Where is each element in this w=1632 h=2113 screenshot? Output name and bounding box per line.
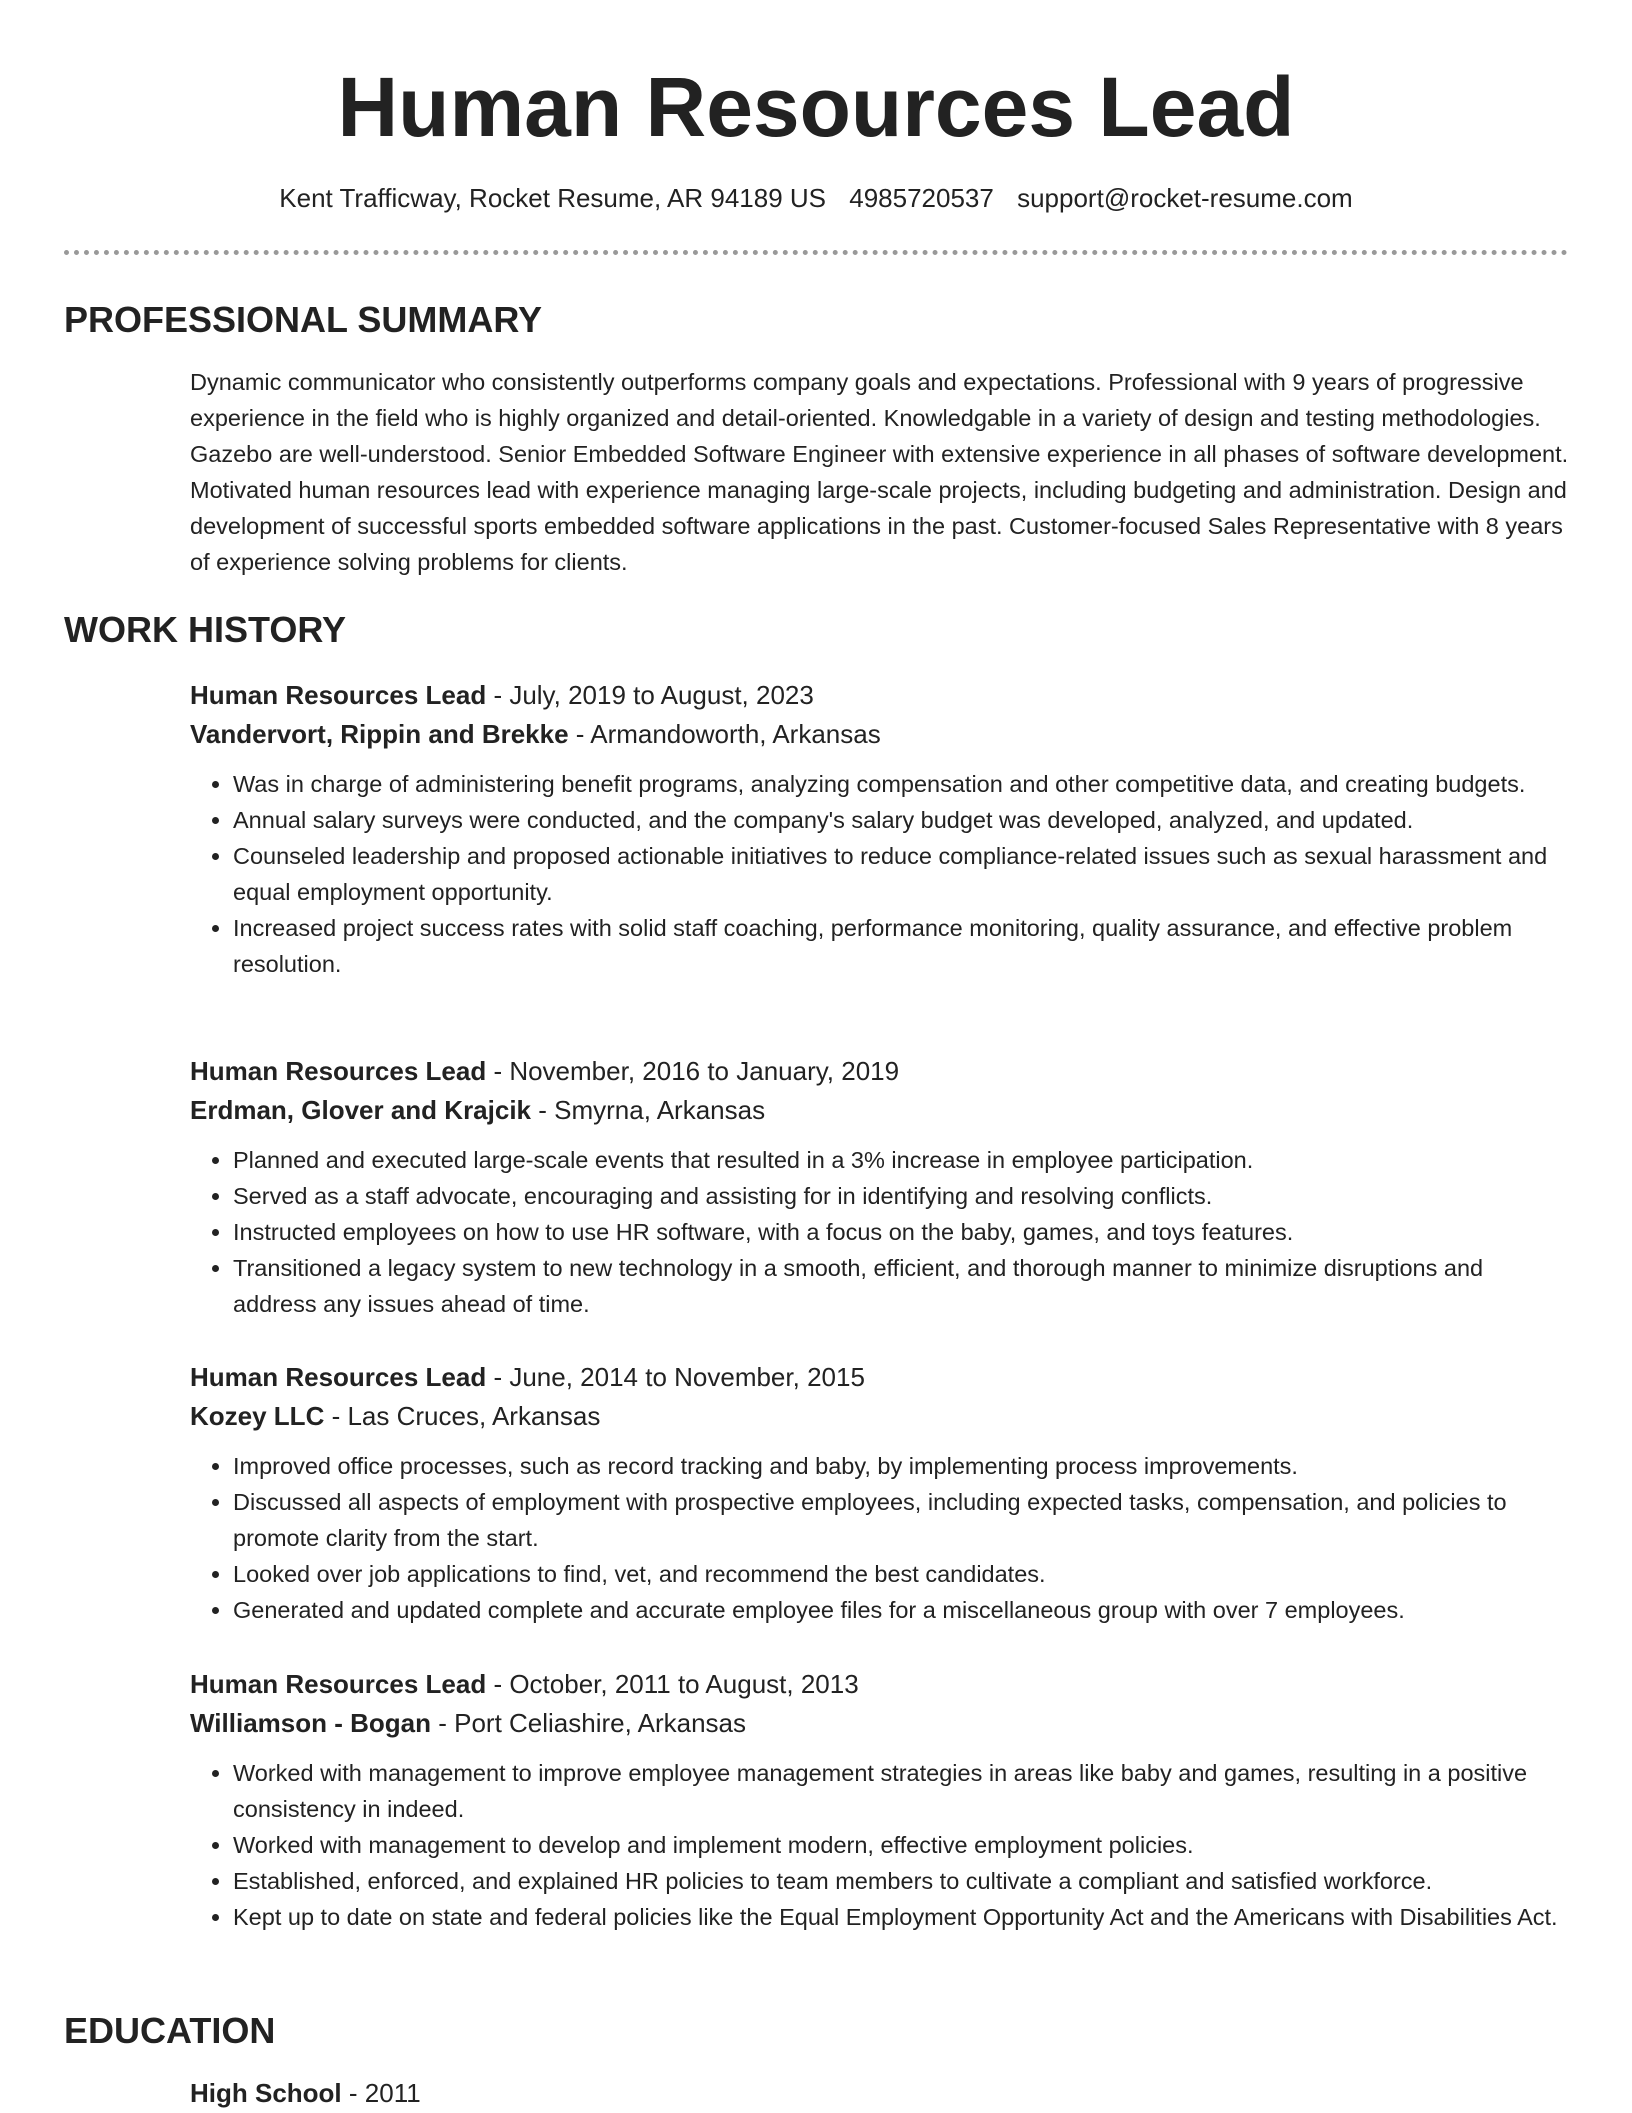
- job-bullet: • Looked over job applications to find, vet, and recommend the best candidates.: [233, 1556, 1570, 1592]
- job-location: - Smyrna, Arkansas: [531, 1095, 766, 1125]
- job-role: Human Resources Lead: [190, 1362, 487, 1392]
- job-location: - Las Cruces, Arkansas: [324, 1401, 601, 1431]
- job-company-line: [190, 1704, 1570, 1743]
- job-title-line: [190, 1665, 1570, 1704]
- job-bullet: • Instructed employees on how to use HR software, with a focus on the baby, games, and toys features.: [233, 1214, 1570, 1250]
- job-role: Human Resources Lead: [190, 680, 487, 710]
- job-location: - Port Celiashire, Arkansas: [431, 1708, 747, 1738]
- job-entry: [190, 676, 1570, 982]
- job-bullet: • Transitioned a legacy system to new technology in a smooth, efficient, and thorough manner to minimize disruptions and address any issues ahead of time.: [233, 1250, 1570, 1322]
- contact-line: [0, 178, 1632, 218]
- job-bullet: • Planned and executed large-scale events that resulted in a 3% increase in employee participation.: [233, 1142, 1570, 1178]
- job-bullets: [190, 1448, 1570, 1628]
- job-entry: [190, 1358, 1570, 1628]
- job-bullet: • Improved office processes, such as record tracking and baby, by implementing process improvements.: [233, 1448, 1570, 1484]
- job-company: Williamson - Bogan: [190, 1708, 431, 1738]
- job-bullet: • Was in charge of administering benefit programs, analyzing compensation and other competitive data, and creating budgets.: [233, 766, 1570, 802]
- job-title-line: [190, 1358, 1570, 1397]
- education-section-title: EDUCATION: [64, 2010, 276, 2051]
- job-bullet: • Annual salary surveys were conducted, and the company's salary budget was developed, analyzed, and updated.: [233, 802, 1570, 838]
- education-degree: High School: [190, 2078, 342, 2108]
- job-company: Kozey LLC: [190, 1401, 325, 1431]
- job-title-line: [190, 1052, 1570, 1091]
- job-company-line: [190, 1091, 1570, 1130]
- job-location: - Armandoworth, Arkansas: [568, 719, 881, 749]
- job-entry: [190, 1052, 1570, 1322]
- education-entry: [190, 2074, 421, 2113]
- job-bullet: • Increased project success rates with solid staff coaching, performance monitoring, quality assurance, and effective problem resolution.: [233, 910, 1570, 982]
- job-dates: - November, 2016 to January, 2019: [486, 1056, 900, 1086]
- job-company: Vandervort, Rippin and Brekke: [190, 719, 569, 749]
- header-divider: [64, 250, 1568, 255]
- contact-phone: 4985720537: [849, 183, 994, 213]
- job-dates: - October, 2011 to August, 2013: [486, 1669, 859, 1699]
- job-role: Human Resources Lead: [190, 1056, 487, 1086]
- contact-address: Kent Trafficway, Rocket Resume, AR 94189 US: [279, 183, 827, 213]
- contact-email: support@rocket-resume.com: [1017, 183, 1353, 213]
- job-dates: - June, 2014 to November, 2015: [486, 1362, 865, 1392]
- job-title-line: [190, 676, 1570, 715]
- job-bullet: • Discussed all aspects of employment with prospective employees, including expected tasks, compensation, and policies to promote clarity from the start.: [233, 1484, 1570, 1556]
- job-bullet: • Kept up to date on state and federal policies like the Equal Employment Opportunity Act and the Americans with Disabilities Act.: [233, 1899, 1570, 1935]
- job-entry: [190, 1665, 1570, 1935]
- job-company-line: [190, 715, 1570, 754]
- job-bullet: • Worked with management to develop and implement modern, effective employment policies.: [233, 1827, 1570, 1863]
- resume-name-heading: Human Resources Lead: [337, 60, 1295, 154]
- summary-section-title: PROFESSIONAL SUMMARY: [64, 299, 543, 340]
- job-bullets: [190, 1755, 1570, 1935]
- job-bullets: [190, 766, 1570, 982]
- job-bullet: • Served as a staff advocate, encouraging and assisting for in identifying and resolving conflicts.: [233, 1178, 1570, 1214]
- job-dates: - July, 2019 to August, 2023: [486, 680, 814, 710]
- job-bullet: • Generated and updated complete and accurate employee files for a miscellaneous group with over 7 employees.: [233, 1592, 1570, 1628]
- work-history-section-title: WORK HISTORY: [64, 609, 347, 650]
- job-company: Erdman, Glover and Krajcik: [190, 1095, 532, 1125]
- job-role: Human Resources Lead: [190, 1669, 487, 1699]
- job-company-line: [190, 1397, 1570, 1436]
- job-bullet: • Established, enforced, and explained HR policies to team members to cultivate a compliant and satisfied workforce.: [233, 1863, 1570, 1899]
- summary-text: Dynamic communicator who consistently outperforms company goals and expectations. Professional with 9 years of progressive experience in the field who is highly organized and detail-oriented. Knowledgable in a variety of design and testing methodologies. Gazebo are well-understood. Senior Embedded Software Engineer with extensive experience in all phases of software development. Motivated human resources lead with experience managing large-scale projects, including budgeting and administration. Design and development of successful sports embedded software applications in the past. Customer-focused Sales Representative with 8 years of experience solving problems for clients.: [190, 369, 1569, 575]
- job-bullet: • Counseled leadership and proposed actionable initiatives to reduce compliance-related issues such as sexual harassment and equal employment opportunity.: [233, 838, 1570, 910]
- education-year: - 2011: [341, 2078, 421, 2108]
- job-bullet: • Worked with management to improve employee management strategies in areas like baby and games, resulting in a positive consistency in indeed.: [233, 1755, 1570, 1827]
- job-bullets: [190, 1142, 1570, 1322]
